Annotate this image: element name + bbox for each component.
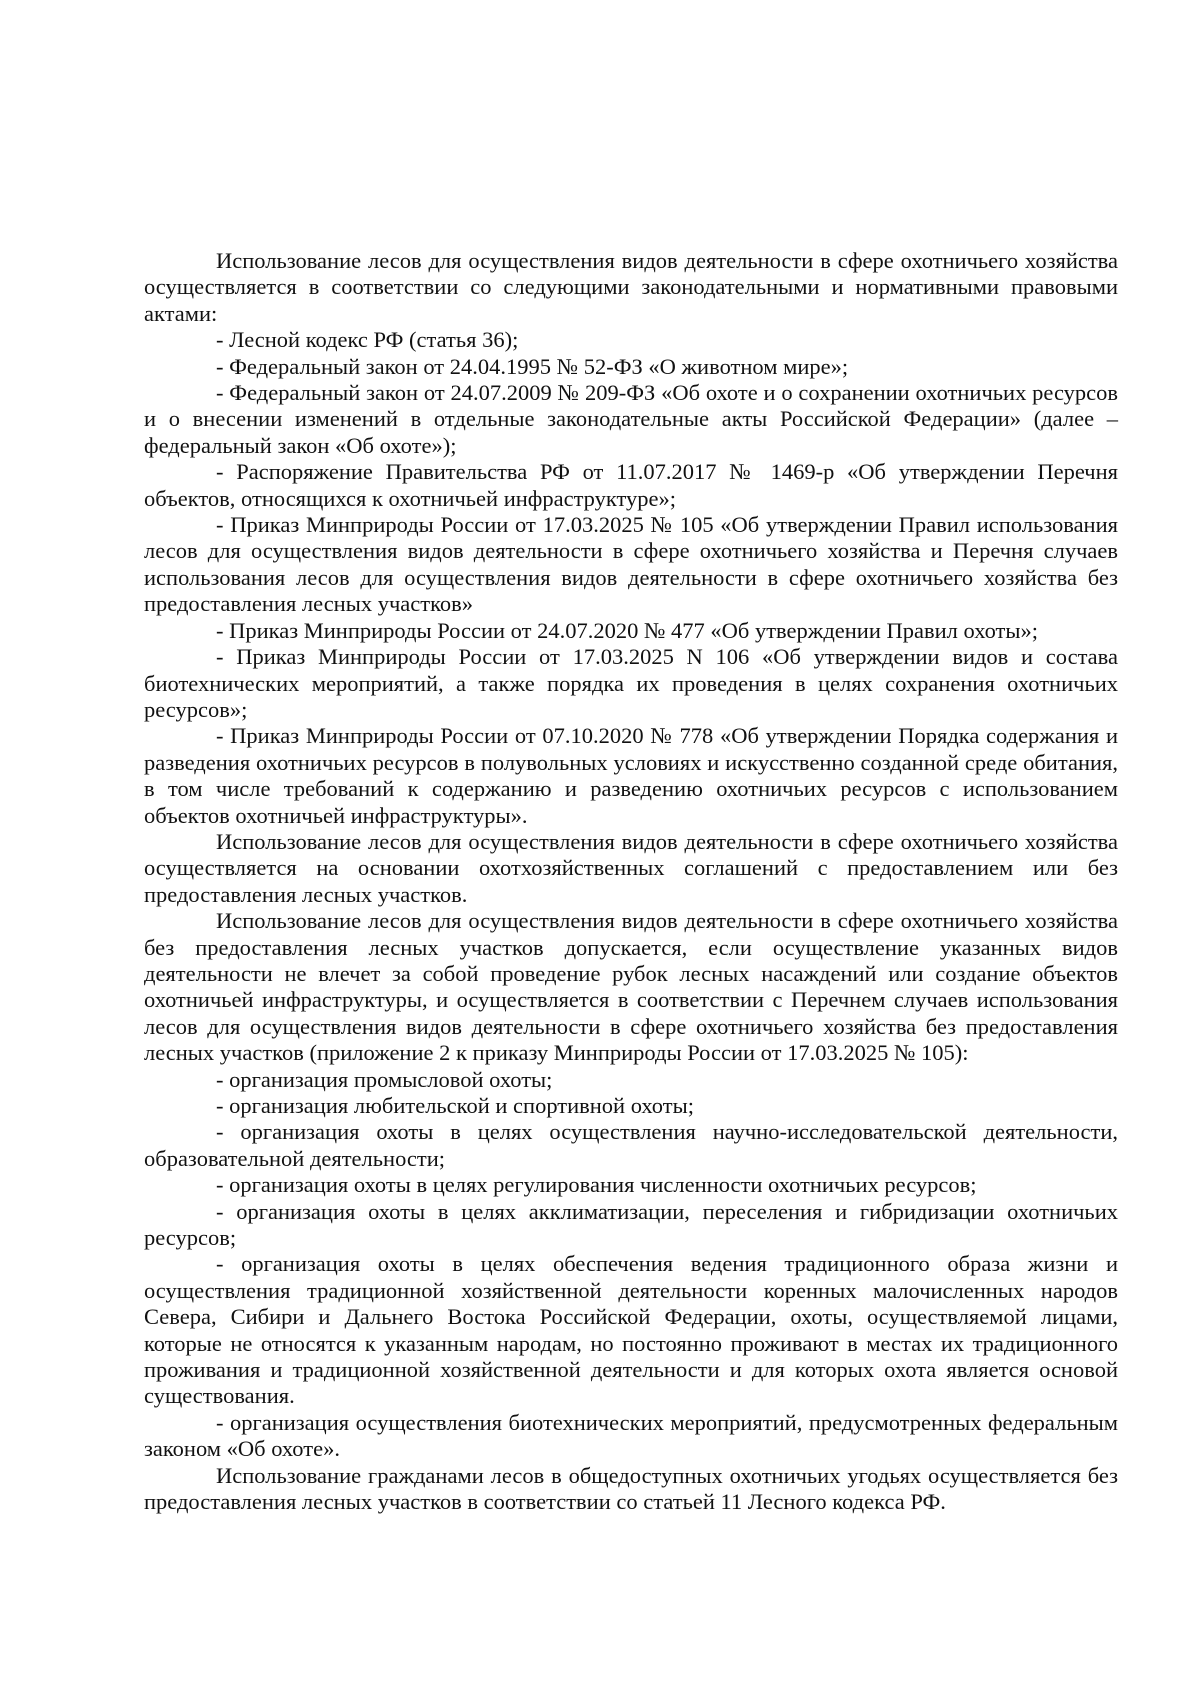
list-item-research-hunting: - организация охоты в целях осуществления научно-исследовательской деятельности, образовательной деятельности; bbox=[144, 1119, 1118, 1171]
list-item-population-regulation: - организация охоты в целях регулирования численности охотничьих ресурсов; bbox=[216, 1172, 977, 1198]
list-item-traditional-lifestyle: - организация охоты в целях обеспечения ведения традиционного образа жизни и осуществления традиционной хозяйственной деятельности коренных малочисленных народов Севера, Сибири и Дальнего Востока Российской Федерации, охоты, осуществляемой лицами, которые не относятся к указанным народам, но постоянно проживают в местах их традиционного проживания и традиционной хозяйственной деятельности и для которых охота является основой существования. bbox=[144, 1251, 1118, 1409]
list-item-order-105: - Приказ Минприроды России от 17.03.2025 № 105 «Об утверждении Правил использования лесов для осуществления видов деятельности в сфере охотничьего хозяйства и Перечня случаев использования лесов для осуществления видов деятельности в сфере охотничьего хозяйства без предоставления лесных участков» bbox=[144, 512, 1118, 617]
list-item-forest-code: - Лесной кодекс РФ (статья 36); bbox=[216, 327, 519, 353]
list-item-order-477: - Приказ Минприроды России от 24.07.2020 № 477 «Об утверждении Правил охоты»; bbox=[216, 617, 1039, 643]
paragraph-citizens: Использование гражданами лесов в общедоступных охотничьих угодьях осуществляется без предоставления лесных участков в соответствии со статьей 11 Лесного кодекса РФ. bbox=[144, 1462, 1118, 1515]
list-item-amateur-hunting: - организация любительской и спортивной охоты; bbox=[216, 1093, 694, 1118]
list-item-order-106: - Приказ Минприроды России от 17.03.2025 N 106 «Об утверждении видов и состава биотехнических мероприятий, а также порядка их проведения в целях сохранения охотничьих ресурсов»; bbox=[144, 644, 1118, 722]
list-item-government-order: - Распоряжение Правительства РФ от 11.07.2017 № 1469-р «Об утверждении Перечня объектов, относящихся к охотничьей инфраструктуре»; bbox=[144, 459, 1118, 511]
list-item-order-778: - Приказ Минприроды России от 07.10.2020 № 778 «Об утверждении Порядка содержания и разведения охотничьих ресурсов в полувольных условиях и искусственно созданной среде обитания, в том числе требований к содержанию и разведению охотничьих ресурсов с использованием объектов охотничьей инфраструктуры». bbox=[144, 723, 1118, 828]
list-item-law-animal-world: - Федеральный закон от 24.04.1995 № 52-ФЗ «О животном мире»; bbox=[216, 353, 849, 379]
paragraph-agreements: Использование лесов для осуществления видов деятельности в сфере охотничьего хозяйства осуществляется на основании охотхозяйственных соглашений с предоставлением или без предоставления лесных участков. bbox=[144, 828, 1118, 907]
list-item-acclimatization: - организация охоты в целях акклиматизации, переселения и гибридизации охотничьих ресурсов; bbox=[144, 1198, 1118, 1251]
list-item-law-hunting: - Федеральный закон от 24.07.2009 № 209-ФЗ «Об охоте и о сохранении охотничьих ресурсов и о внесении изменений в отдельные законодательные акты Российской Федерации» (далее – федеральный закон «Об охоте»); bbox=[144, 380, 1118, 458]
document-body bbox=[144, 248, 1118, 1516]
paragraph-without-plots: Использование лесов для осуществления видов деятельности в сфере охотничьего хозяйства без предоставления лесных участков допускается, если осуществление указанных видов деятельности не влечет за собой проведение рубок лесных насаждений или создание объектов охотничьей инфраструктуры, и осуществляется в соответствии с Перечнем случаев использования лесов для осуществления видов деятельности в сфере охотничьего хозяйства без предоставления лесных участков (приложение 2 к приказу Минприроды России от 17.03.2025 № 105): bbox=[144, 908, 1118, 1066]
list-item-biotechnical: - организация осуществления биотехнических мероприятий, предусмотренных федеральным законом «Об охоте». bbox=[144, 1409, 1118, 1462]
paragraph-intro: Использование лесов для осуществления видов деятельности в сфере охотничьего хозяйства осуществляется в соответствии со следующими законодательными и нормативными правовыми актами: bbox=[144, 248, 1118, 326]
list-item-commercial-hunting: - организация промысловой охоты; bbox=[216, 1066, 553, 1092]
